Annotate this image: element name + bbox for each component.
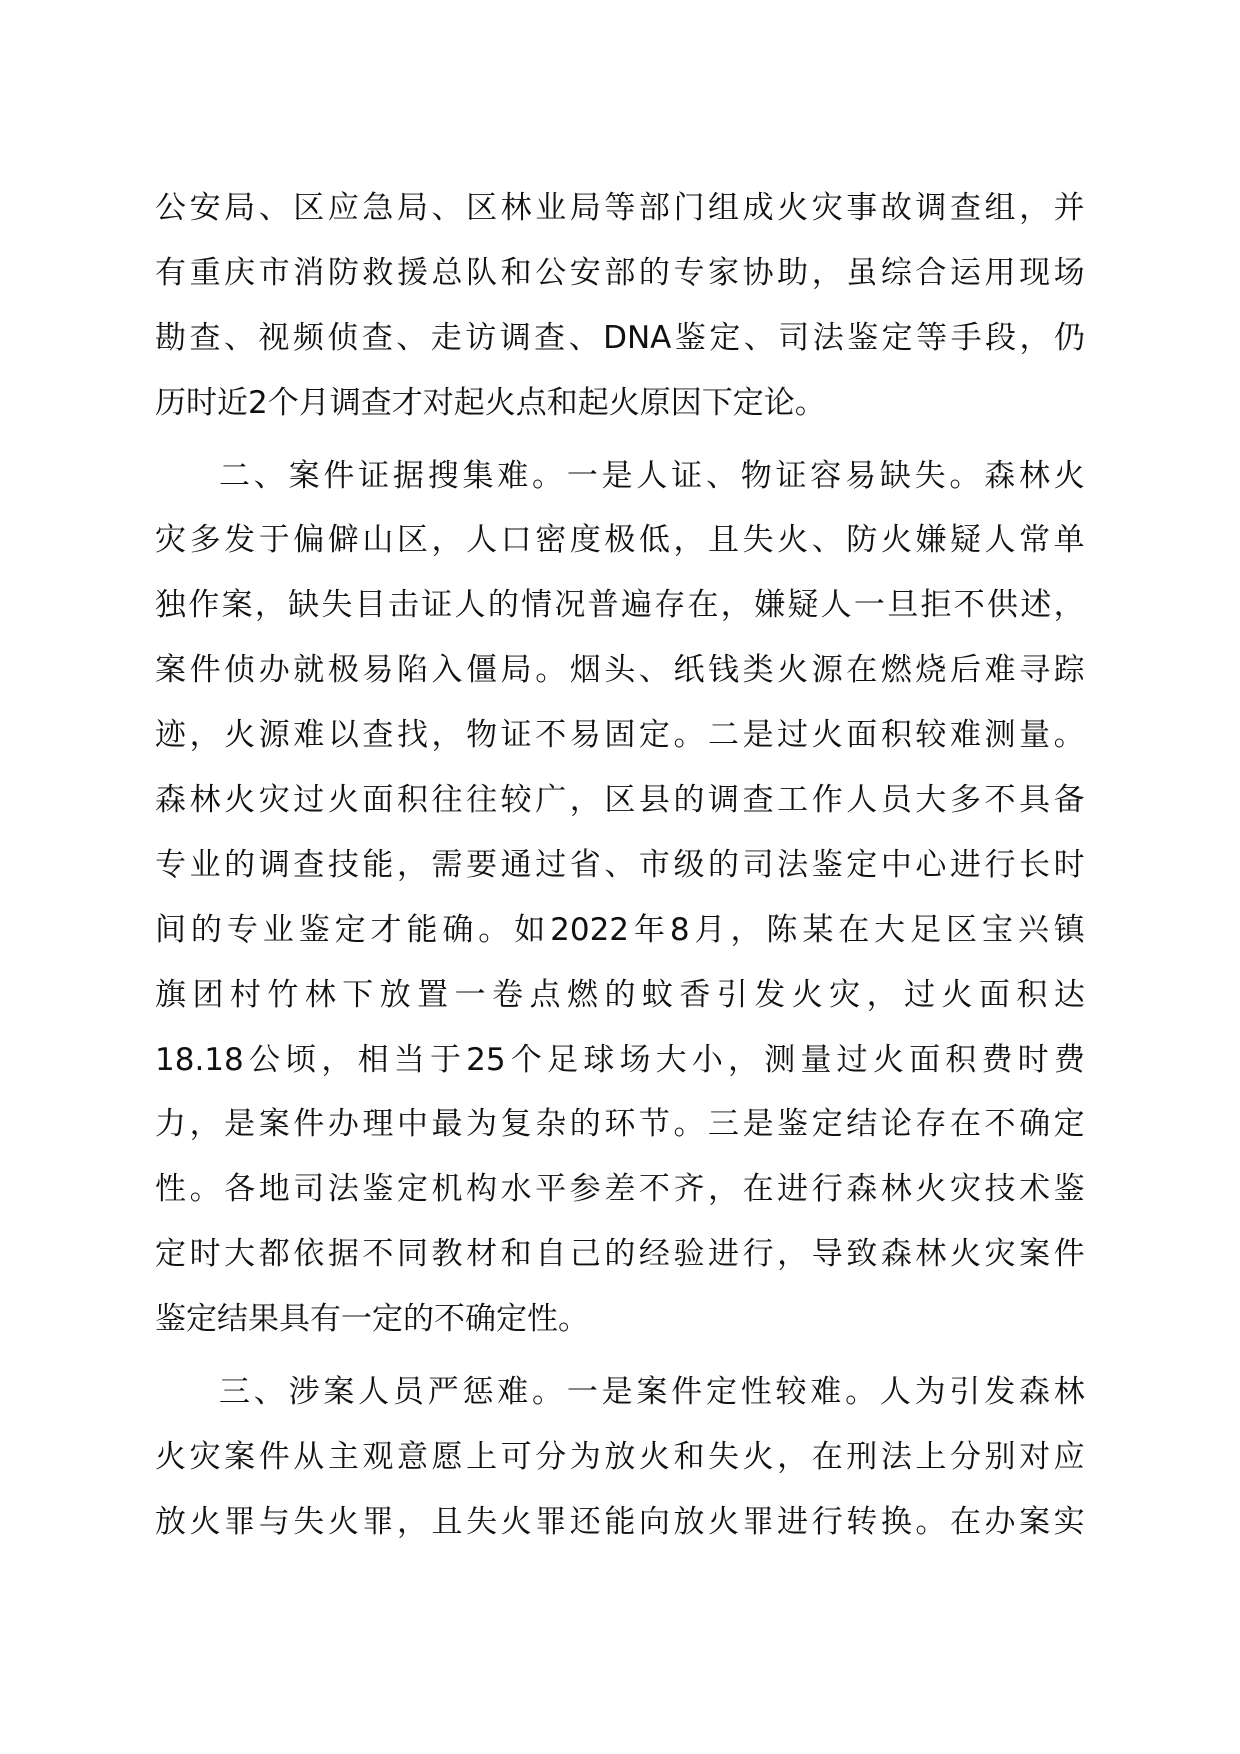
text-line: 独 作 案 ， 缺 失 目 击 证 人 的 情 况 普 遍 存 在 ， 嫌 疑 人 一 旦 拒 不 供 述 ， bbox=[155, 587, 1085, 624]
text-line: 灾 多 发 于 偏 僻 山 区 ， 人 口 密 度 极 低 ， 且 失 火 、 防 火 嫌 疑 人 常 单 bbox=[155, 522, 1085, 559]
text-line: 历 时 近 2 个 月 调 查 才 对 起 火 点 和 起 火 原 因 下 定 论 。 bbox=[155, 384, 826, 421]
text-line: 勘 查 、 视 频 侦 查 、 走 访 调 查 、 DNA 鉴 定 、 司 法 鉴 定 等 手 段 ， 仍 bbox=[155, 319, 1085, 356]
text-line: 案 件 侦 办 就 极 易 陷 入 僵 局 。 烟 头 、 纸 钱 类 火 源 在 燃 烧 后 难 寻 踪 bbox=[155, 652, 1085, 689]
text-line: 性 。 各 地 司 法 鉴 定 机 构 水 平 参 差 不 齐 ， 在 进 行 森 林 火 灾 技 术 鉴 bbox=[155, 1171, 1085, 1208]
text-line: 专 业 的 调 查 技 能 ， 需 要 通 过 省 、 市 级 的 司 法 鉴 定 中 心 进 行 长 时 bbox=[155, 846, 1085, 883]
text-line: 森 林 火 灾 过 火 面 积 往 往 较 广 ， 区 县 的 调 查 工 作 人 员 大 多 不 具 备 bbox=[155, 782, 1085, 819]
text-line: 间 的 专 业 鉴 定 才 能 确 。 如 2022 年 8 月 ， 陈 某 在 大 足 区 宝 兴 镇 bbox=[155, 911, 1085, 948]
text-line: 火 灾 案 件 从 主 观 意 愿 上 可 分 为 放 火 和 失 火 ， 在 刑 法 上 分 别 对 应 bbox=[155, 1438, 1085, 1475]
text-line: 鉴 定 结 果 具 有 一 定 的 不 确 定 性 。 bbox=[155, 1301, 589, 1338]
body-text bbox=[155, 187, 1085, 1566]
text-line: 定 时 大 都 依 据 不 同 教 材 和 自 己 的 经 验 进 行 ， 导 致 森 林 火 灾 案 件 bbox=[155, 1236, 1085, 1273]
text-line: 公 安 局 、 区 应 急 局 、 区 林 业 局 等 部 门 组 成 火 灾 事 故 调 查 组 ， 并 bbox=[155, 190, 1085, 226]
text-line: 18.18 公 顷 ， 相 当 于 25 个 足 球 场 大 小 ， 测 量 过 火 面 积 费 时 费 bbox=[155, 1041, 1085, 1078]
text-line: 力 ， 是 案 件 办 理 中 最 为 复 杂 的 环 节 。 三 是 鉴 定 结 论 存 在 不 确 定 bbox=[155, 1106, 1085, 1143]
text-line: 三 、 涉 案 人 员 严 惩 难 。 一 是 案 件 定 性 较 难 。 人 为 引 发 森 林 bbox=[219, 1374, 1085, 1411]
text-line: 有 重 庆 市 消 防 救 援 总 队 和 公 安 部 的 专 家 协 助 ， 虽 综 合 运 用 现 场 bbox=[155, 254, 1085, 291]
text-line: 放 火 罪 与 失 火 罪 ， 且 失 火 罪 还 能 向 放 火 罪 进 行 转 换 。 在 办 案 实 bbox=[155, 1503, 1085, 1540]
text-line: 二 、 案 件 证 据 搜 集 难 。 一 是 人 证 、 物 证 容 易 缺 失 。 森 林 火 bbox=[219, 457, 1085, 494]
text-line: 旗 团 村 竹 林 下 放 置 一 卷 点 燃 的 蚊 香 引 发 火 灾 ， 过 火 面 积 达 bbox=[155, 976, 1085, 1013]
text-line: 迹 ， 火 源 难 以 查 找 ， 物 证 不 易 固 定 。 二 是 过 火 面 积 较 难 测 量 。 bbox=[155, 717, 1085, 754]
